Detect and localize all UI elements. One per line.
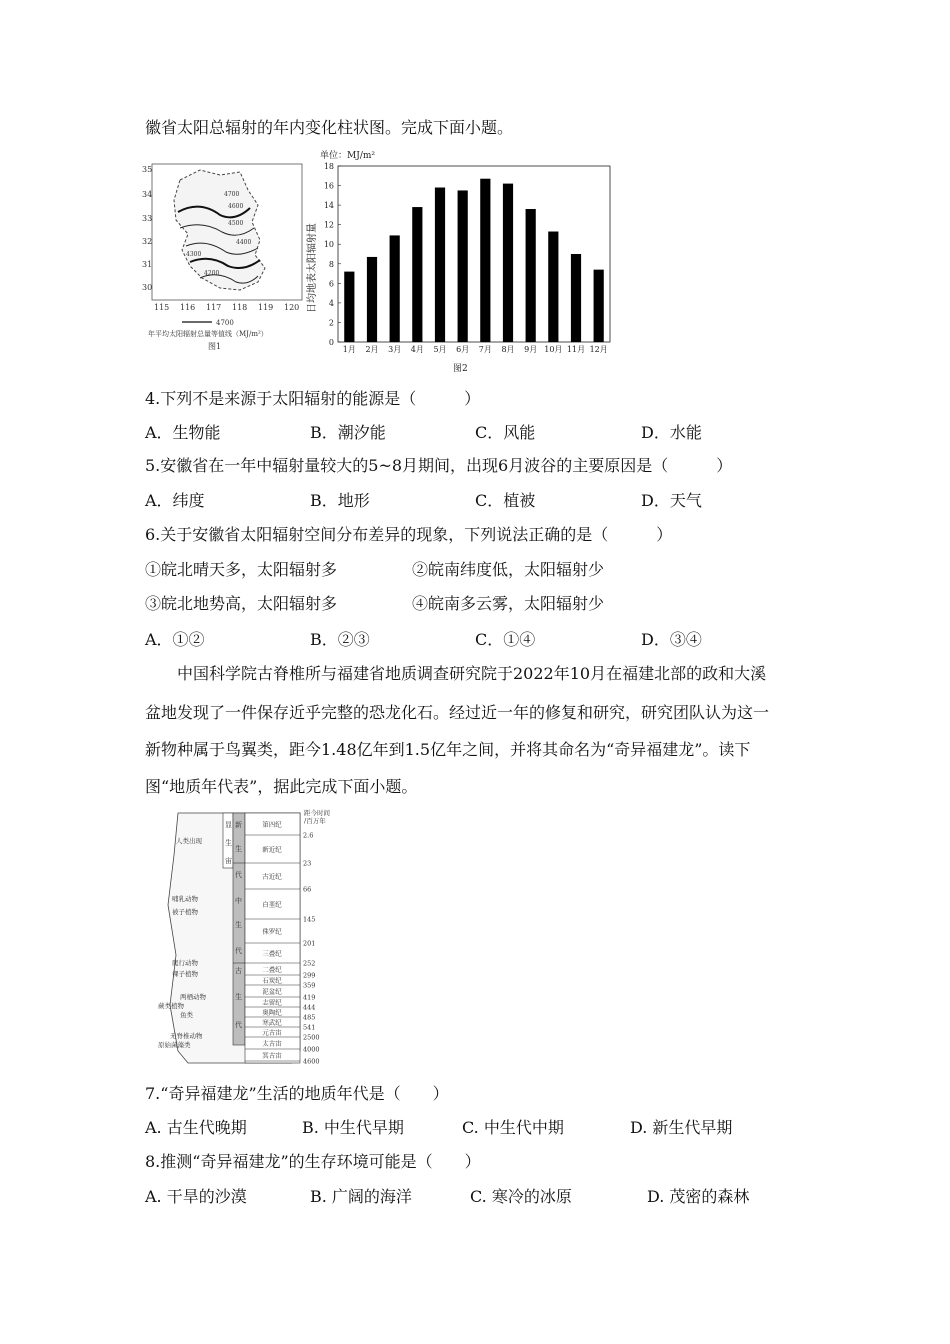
age-label: 485 <box>303 1013 316 1022</box>
lat-tick: 35 <box>142 165 153 174</box>
q6-statement-4: ④皖南多云雾，太阳辐射少 <box>412 594 605 613</box>
x-tick-label: 1月 <box>342 345 356 354</box>
y-tick-label: 8 <box>328 259 334 269</box>
period-label: 白垩纪 <box>262 900 282 909</box>
q8-option-c[interactable]: C. 寒冷的冰原 <box>470 1187 572 1206</box>
figure-2-caption: 图2 <box>453 364 468 374</box>
x-tick-label: 12月 <box>589 345 608 354</box>
bar-4月 <box>412 207 422 342</box>
q4-option-d[interactable]: D．水能 <box>641 423 702 442</box>
age-label: 541 <box>303 1023 316 1032</box>
life-label: 鱼类 <box>180 1011 193 1019</box>
passage-line-2: 盆地发现了一件保存近乎完整的恐龙化石。经过近一年的修复和研究，研究团队认为这一 <box>145 703 770 722</box>
q4-option-c[interactable]: C．风能 <box>475 423 536 442</box>
q6-option-b[interactable]: B．②③ <box>310 630 370 649</box>
q5-option-b[interactable]: B．地形 <box>310 491 370 510</box>
contour-label: 4400 <box>236 239 252 246</box>
lon-tick: 118 <box>232 303 248 312</box>
period-label: 奥陶纪 <box>262 1008 282 1017</box>
q5-option-c[interactable]: C．植被 <box>475 491 536 510</box>
q5-stem: 5.安徽省在一年中辐射量较大的5~8月期间，出现6月波谷的主要原因是（ ） <box>145 456 733 475</box>
eon-char: 显 <box>225 821 232 829</box>
passage-line-1: 中国科学院古脊椎所与福建省地质调查研究院于2022年10月在福建北部的政和大溪 <box>177 664 767 683</box>
life-label: 爬行动物 <box>172 959 198 967</box>
q6-option-d[interactable]: D．③④ <box>641 630 702 649</box>
q8-stem: 8.推测“奇异福建龙”的生存环境可能是（ ） <box>145 1152 481 1171</box>
x-axis-ticks <box>343 345 608 354</box>
lon-tick: 115 <box>154 303 170 312</box>
age-label: 145 <box>303 915 316 924</box>
figure-1-caption: 图1 <box>208 342 222 350</box>
legend-value: 4700 <box>216 319 234 327</box>
era-char: 代 <box>235 947 242 955</box>
period-label: 第四纪 <box>262 820 282 829</box>
age-label: 4000 <box>303 1045 320 1054</box>
period-label: 石炭纪 <box>262 976 282 985</box>
bar-2月 <box>367 257 377 342</box>
period-label: 新近纪 <box>262 845 282 854</box>
q8-option-b[interactable]: B. 广阔的海洋 <box>310 1187 412 1206</box>
y-tick-label: 2 <box>328 318 334 328</box>
q7-option-c[interactable]: C. 中生代中期 <box>462 1118 564 1137</box>
age-label: 2.6 <box>303 831 314 840</box>
q7-option-a[interactable]: A. 古生代晚期 <box>145 1118 247 1137</box>
q4-stem: 4.下列不是来源于太阳辐射的能源是（ ） <box>145 389 481 408</box>
x-tick-label: 9月 <box>524 345 538 354</box>
lon-tick: 119 <box>258 303 274 312</box>
contour-label: 4500 <box>228 220 244 227</box>
legend-text: 年平均太阳辐射总量等值线（MJ/m²） <box>148 330 268 338</box>
age-label: 299 <box>303 971 316 980</box>
q5-option-a[interactable]: A．纬度 <box>145 491 205 510</box>
lon-ticks <box>154 303 299 312</box>
contour-label: 4300 <box>186 251 202 258</box>
x-tick-label: 11月 <box>566 345 586 354</box>
y-tick-label: 14 <box>323 201 334 211</box>
bar-3月 <box>390 235 400 342</box>
period-label: 古近纪 <box>262 872 282 881</box>
contour-label: 4200 <box>204 270 220 277</box>
q6-option-c[interactable]: C．①④ <box>475 630 536 649</box>
bar-11月 <box>571 254 581 342</box>
lat-tick: 32 <box>142 237 153 246</box>
bar-6月 <box>458 190 468 342</box>
x-tick-label: 4月 <box>410 345 424 354</box>
period-label: 二叠纪 <box>262 965 282 974</box>
bar-12月 <box>594 270 604 342</box>
period-label: 泥盆纪 <box>262 987 282 996</box>
q7-stem: 7.“奇异福建龙”生活的地质年代是（ ） <box>145 1084 449 1103</box>
eon-char: 宙 <box>225 857 232 865</box>
period-label: 侏罗纪 <box>262 927 282 936</box>
x-tick-label: 10月 <box>544 345 563 354</box>
age-label: 419 <box>303 993 316 1002</box>
q6-statement-1: ①皖北晴天多，太阳辐射多 <box>145 560 338 579</box>
bar-1月 <box>344 272 354 342</box>
era-char: 古 <box>235 967 242 975</box>
era-char: 生 <box>235 921 242 929</box>
q7-option-b[interactable]: B. 中生代早期 <box>302 1118 404 1137</box>
q6-statement-2: ②皖南纬度低，太阳辐射少 <box>412 560 605 579</box>
era-char: 代 <box>235 1021 242 1029</box>
bar-9月 <box>526 209 536 342</box>
contour-label: 4600 <box>228 203 244 210</box>
era-char: 生 <box>235 993 242 1001</box>
q5-option-d[interactable]: D．天气 <box>641 491 702 510</box>
lat-ticks <box>142 165 152 292</box>
age-label: 23 <box>303 859 312 868</box>
period-label: 寒武纪 <box>262 1018 282 1027</box>
era-char: 代 <box>235 871 242 879</box>
y-tick-label: 0 <box>328 338 334 347</box>
bar-7月 <box>480 179 490 342</box>
era-char: 新 <box>235 821 242 829</box>
age-label: 4600 <box>303 1057 320 1066</box>
age-label: 252 <box>303 959 316 968</box>
x-tick-label: 7月 <box>478 345 492 354</box>
q6-option-a[interactable]: A．①② <box>145 630 205 649</box>
period-label: 志留纪 <box>262 998 282 1007</box>
bar-5月 <box>435 188 445 342</box>
x-tick-label: 8月 <box>501 345 515 354</box>
q4-option-a[interactable]: A．生物能 <box>145 423 221 442</box>
life-label: 原始菌藻类 <box>158 1041 191 1049</box>
life-label: 人类出现 <box>176 837 202 845</box>
q6-stem: 6.关于安徽省太阳辐射空间分布差异的现象，下列说法正确的是（ ） <box>145 525 673 544</box>
passage-line-3: 新物种属于鸟翼类，距今1.48亿年到1.5亿年之间，并将其命名为“奇异福建龙”。读下 <box>145 740 751 759</box>
period-label: 元古宙 <box>262 1028 282 1037</box>
lat-tick: 30 <box>142 283 153 292</box>
x-tick-label: 6月 <box>456 345 470 354</box>
q8-option-d[interactable]: D. 茂密的森林 <box>647 1187 750 1206</box>
lon-tick: 117 <box>206 303 222 312</box>
y-tick-label: 4 <box>328 298 334 308</box>
passage-line-4: 图“地质年代表”，据此完成下面小题。 <box>145 777 418 796</box>
eon-char: 生 <box>225 839 232 847</box>
age-label: 66 <box>303 885 312 894</box>
figure-1-map <box>140 160 310 350</box>
y-tick-label: 16 <box>323 181 334 191</box>
bar-8月 <box>503 184 513 342</box>
period-label: 三叠纪 <box>262 949 282 958</box>
age-label: 444 <box>303 1003 316 1012</box>
age-label: 359 <box>303 981 316 990</box>
q7-option-d[interactable]: D. 新生代早期 <box>630 1118 733 1137</box>
age-header-unit: /百万年 <box>304 817 326 825</box>
bars <box>344 179 604 342</box>
x-tick-label: 5月 <box>433 345 447 354</box>
period-label: 太古宙 <box>262 1039 282 1048</box>
lon-tick: 116 <box>180 303 196 312</box>
life-label: 蕨类植物 <box>158 1002 184 1010</box>
life-label: 两栖动物 <box>180 993 206 1001</box>
geologic-time-table <box>150 805 330 1075</box>
q8-option-a[interactable]: A. 干旱的沙漠 <box>145 1187 247 1206</box>
figure-2-bar-chart <box>306 148 618 374</box>
y-tick-label: 18 <box>323 162 334 171</box>
plot-frame <box>338 166 610 342</box>
x-tick-label: 2月 <box>365 345 379 354</box>
y-axis-ticks <box>324 162 341 347</box>
y-tick-label: 10 <box>323 240 334 250</box>
x-tick-label: 3月 <box>388 345 402 354</box>
era-char: 中 <box>235 897 242 905</box>
era-char: 生 <box>235 845 242 853</box>
bar-10月 <box>548 232 558 342</box>
age-header: 距今时间 <box>304 809 330 817</box>
lon-tick: 120 <box>284 303 300 312</box>
chart-unit-label: 单位：MJ/m² <box>320 151 375 161</box>
intro-line: 徽省太阳总辐射的年内变化柱状图。完成下面小题。 <box>145 118 514 137</box>
chart-ylabel: 日均地表太阳辐射量 <box>307 223 318 313</box>
life-label: 无脊椎动物 <box>170 1032 203 1040</box>
lat-tick: 31 <box>142 260 153 269</box>
y-tick-label: 12 <box>323 220 334 230</box>
age-label: 2500 <box>303 1033 320 1042</box>
life-label: 裸子植物 <box>172 970 198 978</box>
life-label: 被子植物 <box>172 908 198 916</box>
contour-label: 4700 <box>224 191 240 198</box>
age-label: 201 <box>303 939 316 948</box>
lat-tick: 34 <box>142 190 153 199</box>
period-label: 冥古宙 <box>262 1051 282 1060</box>
life-label: 哺乳动物 <box>172 895 198 903</box>
lat-tick: 33 <box>142 214 153 223</box>
q6-statement-3: ③皖北地势高，太阳辐射多 <box>145 594 338 613</box>
y-tick-label: 6 <box>328 279 334 289</box>
q4-option-b[interactable]: B．潮汐能 <box>310 423 386 442</box>
